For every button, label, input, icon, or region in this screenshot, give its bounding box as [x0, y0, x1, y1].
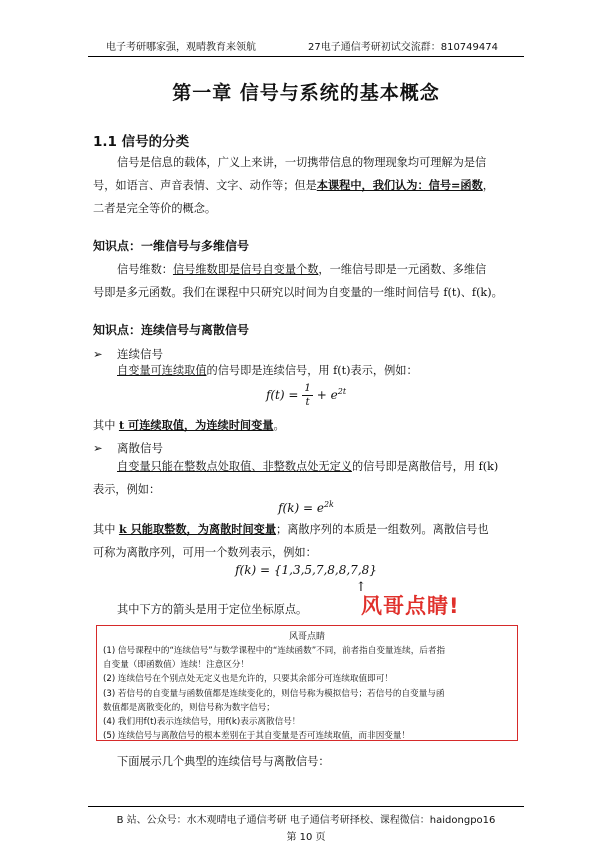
kp1-paragraph: 信号维数：信号维数即是信号自变量个数，一维信号即是一元函数、多维信 号即是多元函数。我们在课程中只研究以时间为自变量的一维时间信号 f(t)、f(k)。 — [93, 263, 503, 299]
discrete-desc: 自变量只能在整数点处取值、非整数点处无定义的信号即是离散信号，用 f(k) 表示，例如： — [93, 460, 499, 496]
discrete-variable-emphasis: k 只能取整数，为离散时间变量 — [118, 522, 277, 536]
note-line: 自变量（即函数值）连续！注意区分！ — [103, 660, 250, 671]
continuous-desc: 自变量可连续取值的信号即是连续信号，用 f(t)表示，例如： — [117, 364, 418, 377]
chapter-title: 第一章 信号与系统的基本概念 — [172, 82, 440, 104]
closing-paragraph: 下面展示几个典型的连续信号与离散信号： — [117, 755, 330, 768]
intro-text-3: 二者是完全等价的概念。 — [93, 202, 217, 215]
continuous-variable-note: 其中 t 可连续取值，为连续时间变量。 — [93, 418, 285, 432]
intro-paragraph: 信号是信息的载体，广义上来讲，一切携带信息的物理现象均可理解为是信 号，如语言、声音表情、文字、动作等；但是本课程中，我们认为：信号=函数， 二者是完全等价的概念。 — [93, 156, 494, 215]
discrete-variable-note: 其中 k 只能取整数，为离散时间变量；离散序列的本质是一组数列。离散信号也 可称为离散序列，可用一个数列表示，例如： — [93, 522, 489, 559]
note-line: (5) 连续信号与离散信号的根本差别在于其自变量是否可连续取值，而非因变量！ — [103, 731, 411, 742]
kp1-emphasis: 信号维数即是信号自变量个数 — [172, 263, 319, 276]
note-line: (2) 连续信号在个别点处无定义也是允许的，只要其余部分可连续取值即可！ — [103, 674, 393, 685]
footer-divider — [88, 806, 524, 807]
knowledge-point-2-title: 知识点：连续信号与离散信号 — [93, 323, 250, 337]
callout-label: 风哥点睛! — [361, 594, 460, 618]
formula-sequence: f(k) = {1,3,5,7,8,8,7,8} — [235, 563, 377, 577]
header-divider — [88, 56, 524, 57]
bullet-arrow-icon: ➢ — [93, 347, 103, 361]
page-number: 第 10 页 — [286, 832, 326, 843]
key-notes-box — [96, 625, 518, 741]
continuous-variable-emphasis: t 可连续取值，为连续时间变量 — [118, 418, 274, 432]
formula-continuous: f(t) = $\frac{1}{t}$ + $e^{2t}$ — [265, 382, 347, 408]
note-line: (4) 我们用f(t)表示连续信号，用f(k)表示离散信号！ — [103, 717, 301, 728]
header-right-text: 27电子通信考研初试交流群：810749474 — [308, 42, 498, 53]
bullet-arrow-icon: ➢ — [93, 441, 103, 455]
knowledge-point-1-title: 知识点：一维信号与多维信号 — [93, 239, 250, 253]
intro-text-2: 号，如语言、声音表情、文字、动作等；但是 — [93, 179, 317, 192]
section-heading: 1.1 信号的分类 — [93, 134, 190, 150]
note-line: (3) 若信号的自变量与函数值都是连续变化的，则信号称为模拟信号；若信号的自变量与函 — [103, 688, 445, 699]
origin-arrow: ↑ — [355, 580, 367, 595]
page-footer: B 站、公众号：水木观晴电子通信考研 电子通信考研择校、课程微信：haidongpo16 — [116, 815, 496, 826]
note-title: 风哥点睛 — [288, 632, 325, 642]
discrete-signal-bullet: ➢ 离散信号 — [93, 441, 163, 455]
origin-note: 其中下方的箭头是用于定位坐标原点。 — [117, 603, 308, 616]
formula-discrete: $f(k) = e^{2k}$ — [278, 500, 334, 515]
intro-emphasis: 本课程中，我们认为：信号=函数 — [316, 178, 483, 192]
discrete-emphasis: 自变量只能在整数点处取值、非整数点处无定义 — [117, 460, 352, 473]
note-line: 数值都是离散变化的，则信号称为数字信号； — [103, 702, 275, 713]
intro-text-1: 信号是信息的载体，广义上来讲，一切携带信息的物理现象均可理解为是信 — [117, 156, 487, 169]
continuous-emphasis: 自变量可连续取值 — [117, 364, 207, 377]
note-line: (1) 信号课程中的“连续信号”与数学课程中的“连续函数”不同，前者指自变量连续，后者指 — [103, 646, 446, 656]
header-left-text: 电子考研哪家强，观晴教育来领航 — [106, 42, 256, 53]
continuous-signal-bullet: ➢ 连续信号 — [93, 347, 163, 361]
